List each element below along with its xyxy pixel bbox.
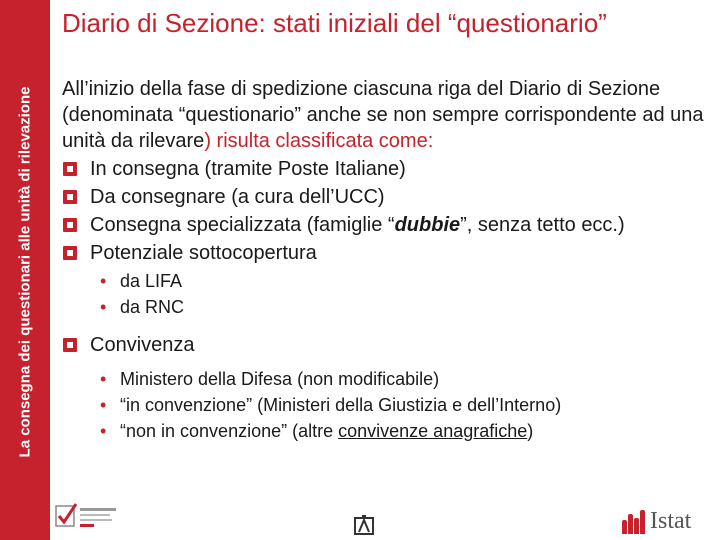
sub-item xyxy=(62,392,717,418)
side-section-label: La consegna dei questionari alle unità di rilevazione xyxy=(16,86,34,458)
bullet-icon: • xyxy=(100,271,107,291)
istat-bars-icon xyxy=(622,510,646,534)
list-item-da-consegnare xyxy=(62,184,717,210)
bullet-icon: • xyxy=(100,369,107,389)
center-emblem-icon xyxy=(353,514,375,536)
slide-body xyxy=(62,76,717,448)
side-bar xyxy=(0,0,50,540)
sub-item xyxy=(62,366,717,392)
list-item-in-consegna xyxy=(62,156,717,182)
sublist-convivenza xyxy=(62,366,717,444)
list-item-label: Convivenza xyxy=(90,334,195,356)
sub-item-label: “non in convenzione” (altre xyxy=(120,421,339,441)
list-item-label: In consegna (tramite Poste Italiane) xyxy=(90,158,406,180)
intro-text: All’inizio della fase di spedizione ciascuna riga del Diario di Sezione (denominata “questionario” anche se non sempre corrispondente ad una unità da rilevare xyxy=(62,78,704,152)
sub-item-label: Ministero della Difesa (non modificabile) xyxy=(120,369,440,389)
sub-item xyxy=(62,294,717,320)
checkbox-bullet-icon xyxy=(63,218,77,232)
sub-item-label: da LIFA xyxy=(120,271,183,291)
checkbox-bullet-icon xyxy=(63,190,77,204)
checkbox-bullet-icon xyxy=(63,162,77,176)
sub-item-label: da RNC xyxy=(120,297,185,317)
sub-item-label-end: ) xyxy=(527,421,534,441)
list-item-label: Consegna specializzata (famiglie “ xyxy=(90,214,395,236)
list-item-consegna-specializzata xyxy=(62,212,717,238)
sub-item xyxy=(62,268,717,294)
list-item-potenziale-sottocopertura xyxy=(62,240,717,266)
istat-logo-text: Istat xyxy=(650,508,692,534)
census-logo-icon xyxy=(52,500,122,536)
bullet-icon: • xyxy=(100,421,107,441)
sub-item-link-text: convivenze anagrafiche xyxy=(338,421,528,441)
istat-logo xyxy=(622,508,714,536)
sublist-sottocopertura xyxy=(62,268,717,320)
list-item-label: Da consegnare (a cura dell’UCC) xyxy=(90,186,385,208)
list-item-italic: dubbie xyxy=(394,214,461,236)
list-item-label-end: ”, senza tetto ecc.) xyxy=(460,214,625,236)
list-item-convivenza xyxy=(62,332,717,358)
intro-paragraph xyxy=(62,76,717,154)
checkbox-bullet-icon xyxy=(63,338,77,352)
sub-item xyxy=(62,418,717,444)
list-item-label: Potenziale sottocopertura xyxy=(90,242,317,264)
intro-highlight: ) risulta classificata come: xyxy=(204,130,434,152)
slide-title: Diario di Sezione: stati iniziali del “questionario” xyxy=(62,8,607,38)
bullet-icon: • xyxy=(100,395,107,415)
sub-item-label: “in convenzione” (Ministeri della Giustizia e dell’Interno) xyxy=(120,395,562,415)
checkbox-bullet-icon xyxy=(63,246,77,260)
bullet-icon: • xyxy=(100,297,107,317)
